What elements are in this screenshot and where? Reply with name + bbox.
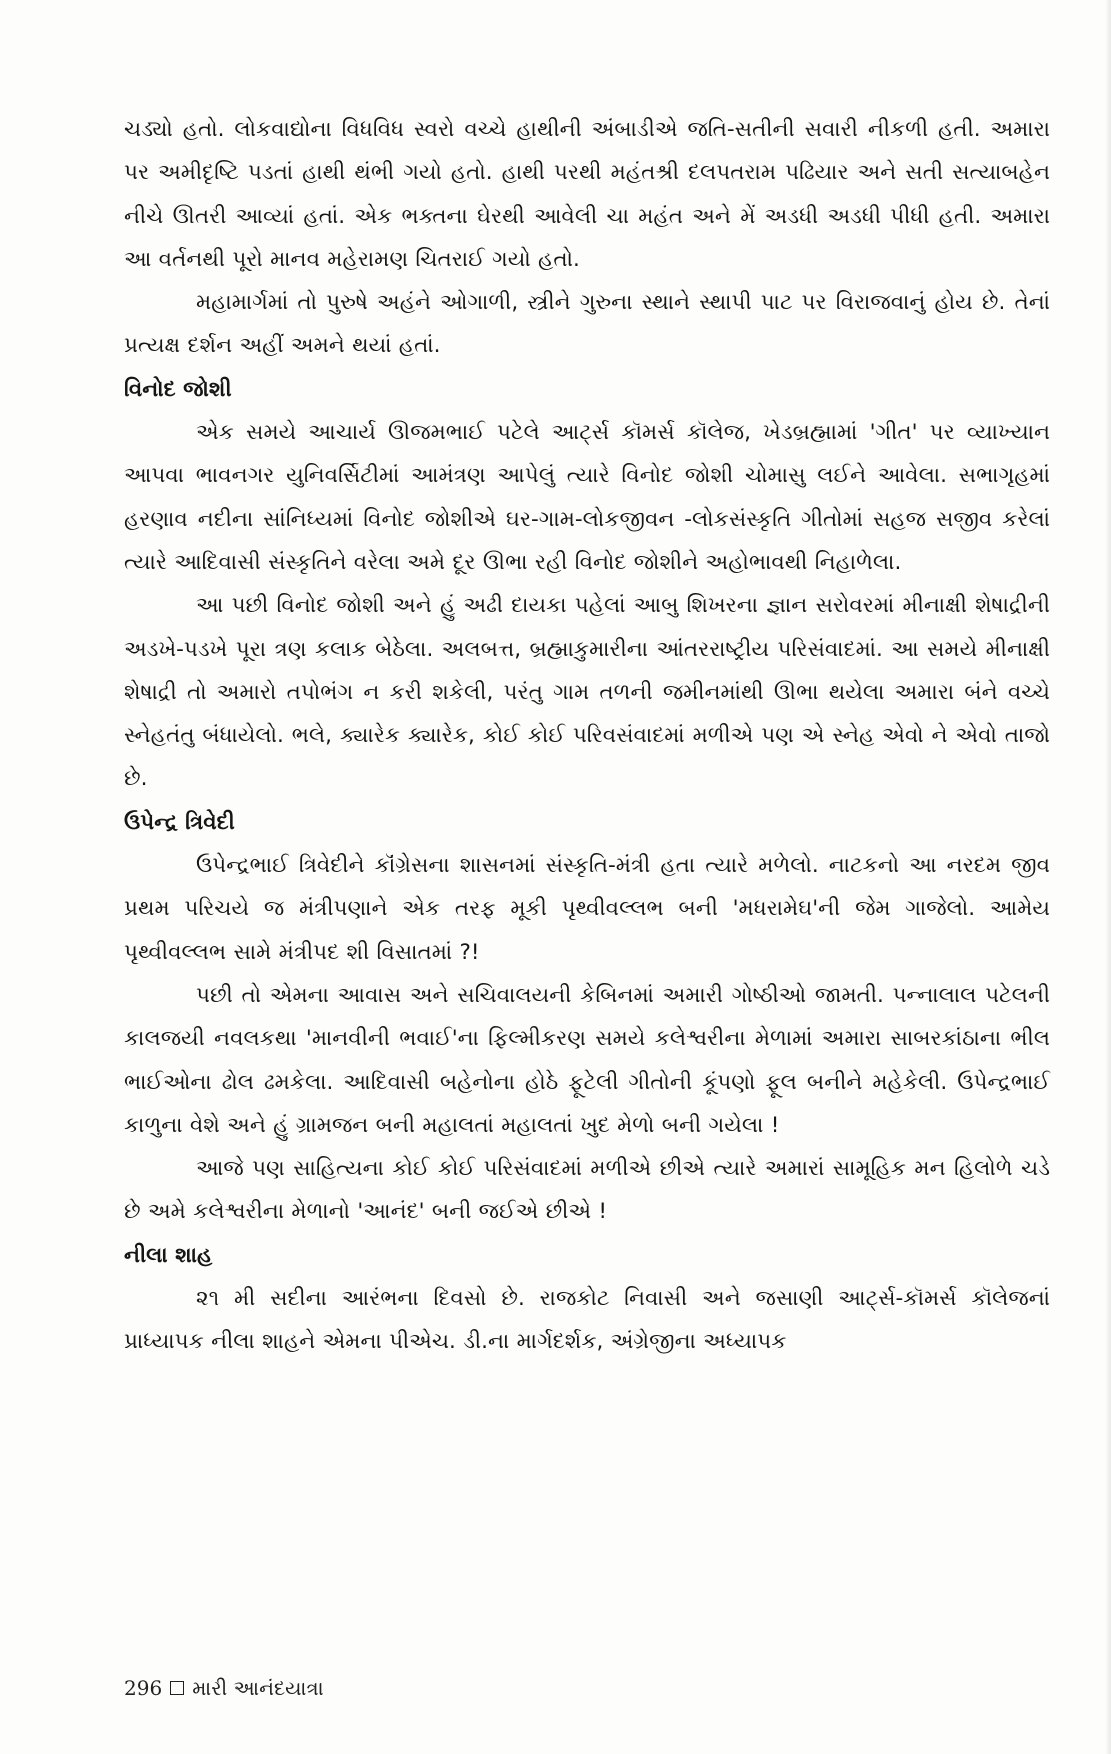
paragraph-6: પછી તો એમના આવાસ અને સચિવાલયની કેબિનમાં અમારી ગોષ્ઠીઓ જામતી. પન્નાલાલ પટેલની કાલજયી નવલકથા 'માનવીની ભવાઈ'ના ફિલ્મીકરણ સમયે કલેશ્વરીના મેળામાં અમારા સાબરકાંઠાના ભીલ ભાઈઓના ઢોલ ઢમકેલા. આદિવાસી બહેનોના હોઠે ફૂટેલી ગીતોની કૂંપણો ફૂલ બનીને મહેકેલી. ઉપેન્દ્રભાઈ કાળુના વેશે અને હું ગ્રામજન બની મહાલતાં મહાલતાં ખુદ મેળો બની ગયેલા ! [124,982,1050,1138]
section-heading-nila-shah: નીલા શાહ [124,1242,213,1268]
section-heading-vinod-joshi: વિનોદ જોશી [124,376,232,402]
paragraph-3: એક સમયે આચાર્ય ઊજમભાઈ પટેલે આર્ટ્સ કૉમર્સ કૉલેજ, ખેડબ્રહ્મામાં 'ગીત' પર વ્યાખ્યાન આપવા ભાવનગર યુનિવર્સિટીમાં આમંત્રણ આપેલું ત્યારે વિનોદ જોશી ચોમાસુ લઈને આવેલા. સભાગૃહમાં હરણાવ નદીના સાંનિધ્યમાં વિનોદ જોશીએ ઘર-ગામ-લોકજીવન -લોકસંસ્કૃતિ ગીતોમાં સહજ સજીવ કરેલાં ત્યારે આદિવાસી સંસ્કૃતિને વરેલા અમે દૂર ઊભા રહી વિનોદ જોશીને અહોભાવથી નિહાળેલા. [124,420,1050,575]
page-body [124,108,1050,1364]
paragraph-4: આ પછી વિનોદ જોશી અને હું અઢી દાયકા પહેલાં આબુ શિખરના જ્ઞાન સરોવરમાં મીનાક્ષી શેષાદ્રીની અડખે-પડખે પૂરા ત્રણ કલાક બેઠેલા. અલબત્ત, બ્રહ્માકુમારીના આંતરરાષ્ટ્રીય પરિસંવાદમાં. આ સમયે મીનાક્ષી શેષાદ્રી તો અમારો તપોભંગ ન કરી શકેલી, પરંતુ ગામ તળની જમીનમાંથી ઊભા થયેલા અમારા બંને વચ્ચે સ્નેહતંતુ બંધાયેલો. ભલે, ક્યારેક ક્યારેક, કોઈ કોઈ પરિવસંવાદમાં મળીએ પણ એ સ્નેહ એવો ને એવો તાજો છે. [124,593,1050,792]
page-edge-shadow [1105,0,1111,1754]
paragraph-5: ઉપેન્દ્રભાઈ ત્રિવેદીને કૉંગ્રેસના શાસનમાં સંસ્કૃતિ-મંત્રી હતા ત્યારે મળેલો. નાટકનો આ નરદમ જીવ પ્રથમ પરિચયે જ મંત્રીપણાને એક તરફ મૂકી પૃથ્વીવલ્લભ બની 'મધરામેઘ'ની જેમ ગાજેલો. આમેય પૃથ્વીવલ્લભ સામે મંત્રીપદ શી વિસાતમાં ?! [124,853,1050,965]
paragraph-2: મહામાર્ગમાં તો પુરુષે અહંને ઓગાળી, સ્ત્રીને ગુરુના સ્થાને સ્થાપી પાટ પર વિરાજવાનું હોય છે. તેનાં પ્રત્યક્ષ દર્શન અહીં અમને થયાં હતાં. [124,290,1050,359]
paragraph-8: ૨૧ મી સદીના આરંભના દિવસો છે. રાજકોટ નિવાસી અને જસાણી આર્ટ્સ-કૉમર્સ કૉલેજનાં પ્રાધ્યાપક નીલા શાહને એમના પીએચ. ડી.ના માર્ગદર્શક, અંગ્રેજીના અધ્યાપક [124,1286,1050,1355]
paragraph-1: ચડ્યો હતો. લોકવાદ્યોના વિધવિધ સ્વરો વચ્ચે હાથીની અંબાડીએ જતિ-સતીની સવારી નીકળી હતી. અમારા પર અમીદૃષ્ટિ પડતાં હાથી થંભી ગયો હતો. હાથી પરથી મહંતશ્રી દલપતરામ પઢિયાર અને સતી સત્યાબહેન નીચે ઊતરી આવ્યાં હતાં. એક ભક્તના ઘેરથી આવેલી ચા મહંત અને મેં અડધી અડધી પીધી હતી. અમારા આ વર્તનથી પૂરો માનવ મહેરામણ ચિતરાઈ ગયો હતો. [124,117,1050,272]
paragraph-7: આજે પણ સાહિત્યના કોઈ કોઈ પરિસંવાદમાં મળીએ છીએ ત્યારે અમારાં સામૂહિક મન હિલોળે ચડે છે અમે કલેશ્વરીના મેળાનો 'આનંદ' બની જઈએ છીએ ! [124,1156,1050,1225]
section-heading-upendra-trivedi: ઉપેન્દ્ર ત્રિવેદી [124,809,235,835]
book-title: મારી આનંદયાત્રા [192,1676,324,1700]
square-separator-icon [170,1681,184,1695]
page-footer [124,1676,324,1700]
page-number: 296 [124,1676,163,1700]
